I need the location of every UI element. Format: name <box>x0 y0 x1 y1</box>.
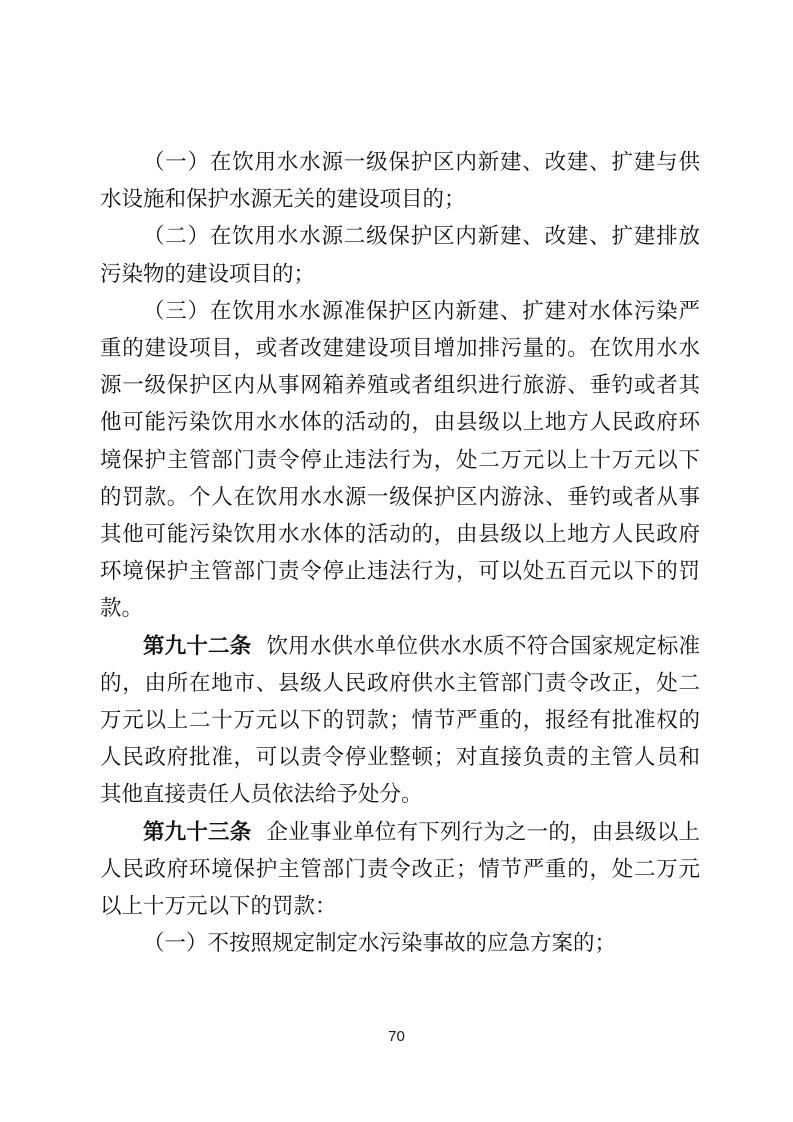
article-paragraph <box>100 628 700 814</box>
article-text: 饮用水供水单位供水水质不符合国家规定标准的，由所在地市、县级人民政府供水主管部门责令改正，处二万元以上二十万元以下的罚款；情节严重的，报经有批准权的人民政府批准，可以责令停业整顿；对直接负责的主管人员和其他直接责任人员依法给予处分。 <box>100 633 700 807</box>
page-number: 70 <box>388 1028 405 1045</box>
article-number: 第九十二条 <box>143 633 252 658</box>
list-item-paragraph: （二）在饮用水水源二级保护区内新建、改建、扩建排放污染物的建设项目的； <box>100 224 700 286</box>
article-text: 企业事业单位有下列行为之一的，由县级以上人民政府环境保护主管部门责令改正；情节严重的，处二万元以上十万元以下的罚款： <box>100 819 700 919</box>
document-body-text <box>100 144 700 962</box>
list-item-paragraph: （三）在饮用水水源准保护区内新建、扩建对水体污染严重的建设项目，或者改建建设项目增加排污量的。在饮用水水源一级保护区内从事网箱养殖或者组织进行旅游、垂钓或者其他可能污染饮用水水体的活动的，由县级以上地方人民政府环境保护主管部门责令停止违法行为，处二万元以上十万元以下的罚款。个人在饮用水水源一级保护区内游泳、垂钓或者从事其他可能污染饮用水水体的活动的，由县级以上地方人民政府环境保护主管部门责令停止违法行为，可以处五百元以下的罚款。 <box>100 298 700 621</box>
article-paragraph <box>100 814 700 926</box>
page-footer <box>0 1028 793 1045</box>
list-item-paragraph: （一）不按照规定制定水污染事故的应急方案的； <box>143 931 617 956</box>
list-item-paragraph: （一）在饮用水水源一级保护区内新建、改建、扩建与供水设施和保护水源无关的建设项目的； <box>100 150 700 212</box>
article-number: 第九十三条 <box>143 819 252 844</box>
